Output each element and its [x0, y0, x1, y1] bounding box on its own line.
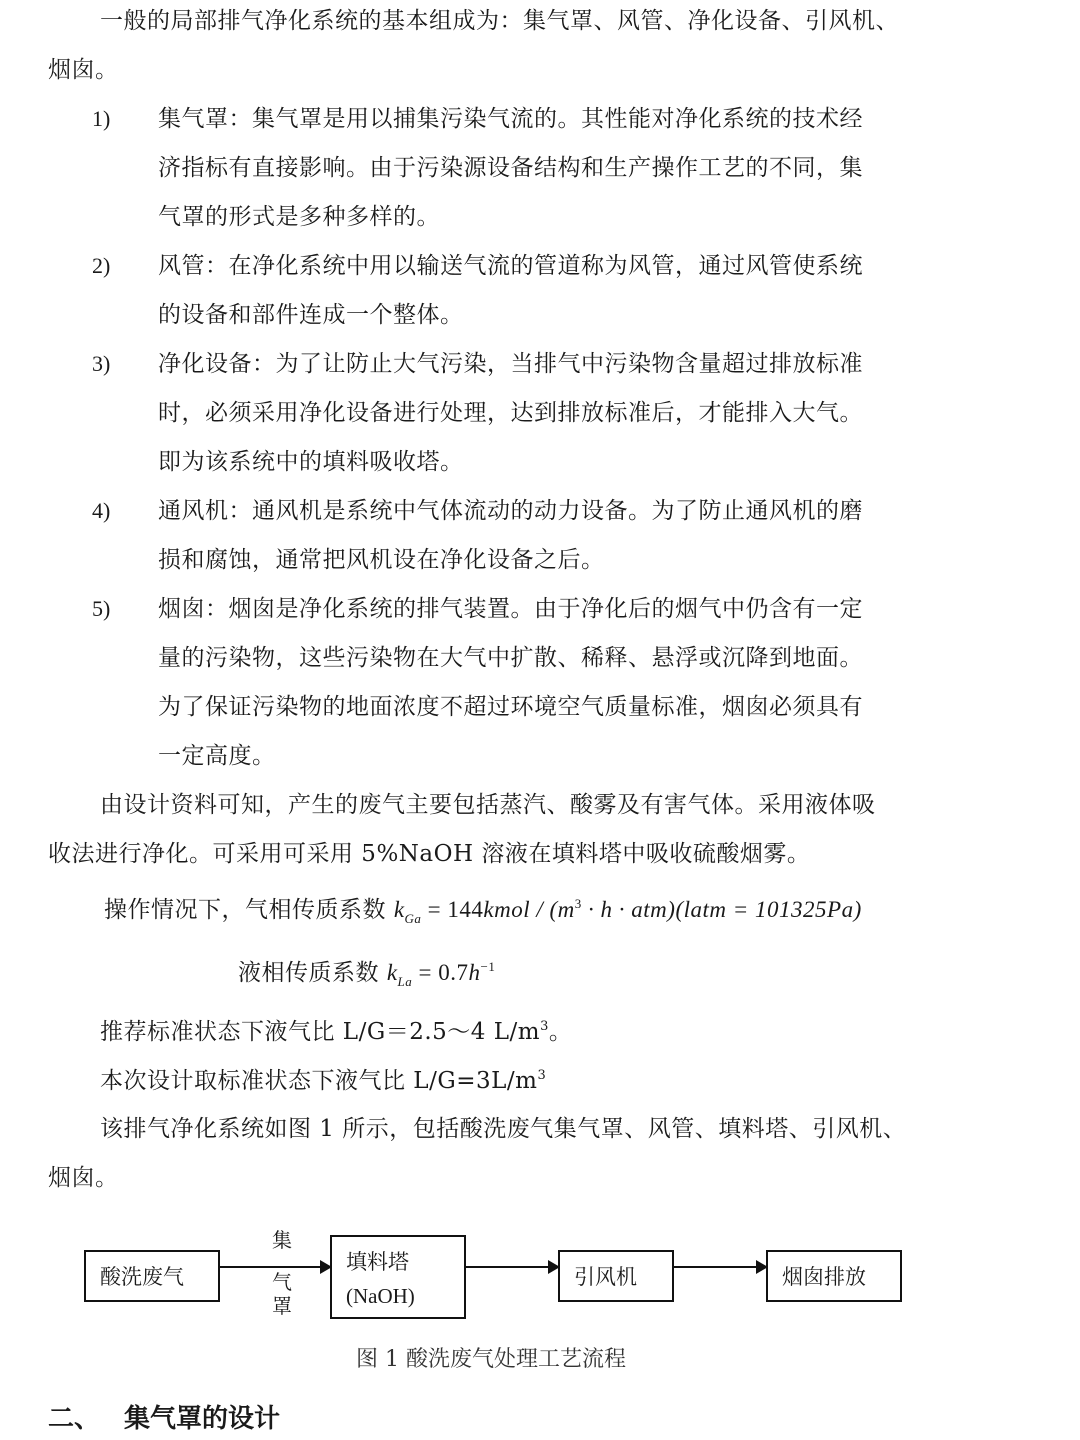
- formula-value: = 0.7: [412, 960, 469, 985]
- formula-sup: −1: [480, 959, 496, 974]
- intro-line-1: 一般的局部排气净化系统的基本组成为：集气罩、风管、净化设备、引风机、: [100, 8, 899, 34]
- formula-prefix: 液相传质系数: [238, 960, 387, 986]
- item-line: 即为该系统中的填料吸收塔。: [158, 449, 464, 475]
- ratio-end: 。: [548, 1019, 573, 1045]
- item-number: 5): [92, 596, 111, 621]
- formula-sup: 3: [574, 896, 582, 911]
- section-number: 二、: [48, 1404, 101, 1434]
- item-line: 的设备和部件连成一个整体。: [158, 302, 464, 328]
- box-chimney-discharge: 烟囱排放: [766, 1250, 902, 1302]
- packed-tower-reagent: (NaOH): [346, 1283, 415, 1308]
- item-line: 风管：在净化系统中用以输送气流的管道称为风管，通过风管使系统: [158, 253, 863, 279]
- item-line: 集气罩：集气罩是用以捕集污染气流的。其性能对净化系统的技术经: [158, 106, 863, 132]
- item-line: 量的污染物，这些污染物在大气中扩散、稀释、悬浮或沉降到地面。: [158, 645, 863, 671]
- box-packed-tower: [330, 1235, 466, 1319]
- item-line: 气罩的形式是多种多样的。: [158, 204, 440, 230]
- section-title: 集气罩的设计: [124, 1404, 281, 1434]
- hood-label-1: 集: [272, 1228, 292, 1252]
- intro-line-2: 烟囱。: [48, 57, 119, 83]
- formula-value: = 144: [421, 897, 484, 922]
- box-induced-fan: 引风机: [558, 1250, 674, 1302]
- ratio-design: [100, 1066, 546, 1096]
- formula-prefix: 操作情况下，气相传质系数: [104, 897, 394, 923]
- ratio-text: 推荐标准状态下液气比 L/G＝2.5～4 L/m: [100, 1019, 541, 1045]
- hood-label-2: 气: [272, 1270, 292, 1294]
- item-line: 净化设备：为了让防止大气污染，当排气中污染物含量超过排放标准: [158, 351, 863, 377]
- item-line: 损和腐蚀，通常把风机设在净化设备之后。: [158, 547, 605, 573]
- figure-caption: 图 1 酸洗废气处理工艺流程: [356, 1347, 626, 1372]
- system-line-1: 该排气净化系统如图 1 所示，包括酸洗废气集气罩、风管、填料塔、引风机、: [100, 1116, 907, 1142]
- item-line: 为了保证污染物的地面浓度不超过环境空气质量标准，烟囱必须具有: [158, 694, 863, 720]
- item-line: 通风机：通风机是系统中气体流动的动力设备。为了防止通风机的磨: [158, 498, 863, 524]
- design-line-1: 由设计资料可知，产生的废气主要包括蒸汽、酸雾及有害气体。采用液体吸: [100, 792, 876, 818]
- formula-k: k: [386, 960, 398, 985]
- ratio-text: 本次设计取标准状态下液气比 L/G=3L/m: [100, 1068, 538, 1094]
- item-line: 时，必须采用净化设备进行处理，达到排放标准后，才能排入大气。: [158, 400, 863, 426]
- item-number: 3): [92, 351, 111, 376]
- formula-h: h: [468, 960, 481, 985]
- formula-unit: kmol / (m: [483, 897, 575, 922]
- item-number: 1): [92, 106, 111, 131]
- item-number: 4): [92, 498, 111, 523]
- ratio-recommended: [100, 1017, 572, 1047]
- formula-sub: Ga: [404, 911, 422, 926]
- arrow-3: [674, 1266, 766, 1268]
- item-line: 烟囱：烟囱是净化系统的排气装置。由于净化后的烟气中仍含有一定: [158, 596, 863, 622]
- box-acid-waste-gas: 酸洗废气: [84, 1250, 220, 1302]
- formula-sub: La: [397, 974, 413, 989]
- formula-liquid-coefficient: [238, 958, 495, 988]
- hood-label-3: 罩: [272, 1294, 292, 1318]
- ratio-sup: 3: [537, 1068, 547, 1083]
- ratio-sup: 3: [540, 1019, 549, 1034]
- item-line: 济指标有直接影响。由于污染源设备结构和生产操作工艺的不同，集: [158, 155, 863, 181]
- formula-pa: Pa): [827, 897, 862, 922]
- item-number: 2): [92, 253, 111, 278]
- formula-rest: · h · atm)(latm = 101325: [581, 897, 828, 922]
- arrow-2: [466, 1266, 558, 1268]
- formula-k: k: [393, 897, 405, 922]
- system-line-2: 烟囱。: [48, 1165, 119, 1191]
- item-line: 一定高度。: [158, 743, 276, 769]
- formula-gas-coefficient: [104, 895, 862, 925]
- design-line-2: 收法进行净化。可采用可采用 5%NaOH 溶液在填料塔中吸收硫酸烟雾。: [48, 841, 811, 867]
- packed-tower-label: 填料塔: [346, 1249, 409, 1274]
